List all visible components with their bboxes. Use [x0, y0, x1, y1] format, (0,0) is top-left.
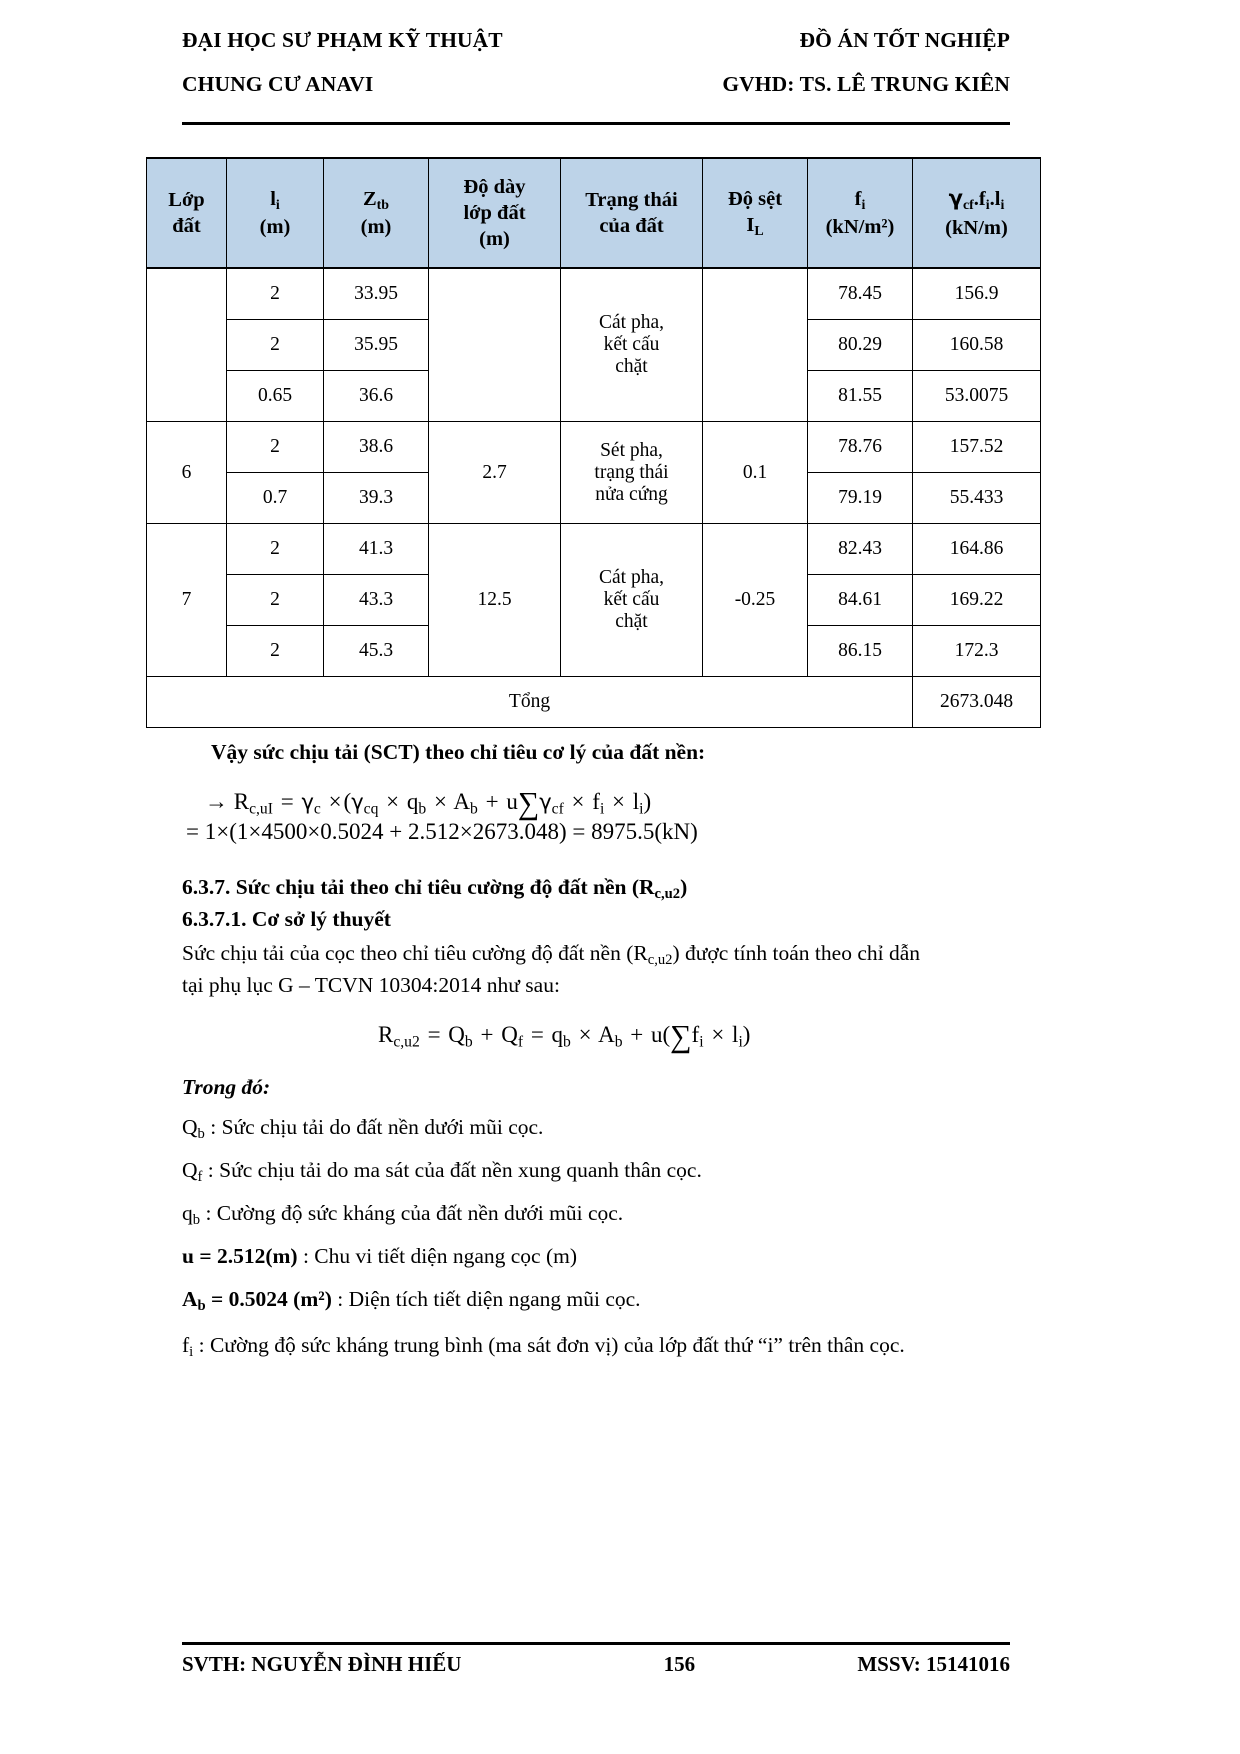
- definition-qb: $Q_b$ : Sức chịu tải do đất nền dưới mũi cọc.: [182, 1115, 544, 1143]
- cell-state: Cát pha, kết cấu chặt: [561, 268, 703, 422]
- total-value: 2673.048: [913, 677, 1041, 728]
- footer-author: SVTH: NGUYỄN ĐÌNH HIẾU: [182, 1652, 462, 1676]
- footer-student-id: MSSV: 15141016: [857, 1652, 1010, 1676]
- total-label: Tổng: [147, 677, 913, 728]
- cell-gamma-fi-li: 172.3: [913, 626, 1041, 677]
- formula-rc-u1-result: = 1×(1×4500×0.5024 + 2.512×2673.048) = 8975.5(kN): [186, 819, 698, 844]
- cell-fi: 80.29: [808, 320, 913, 371]
- cell-gamma-fi-li: 53.0075: [913, 371, 1041, 422]
- footer-divider: [182, 1642, 1010, 1645]
- soil-layer-table-wrapper: [146, 157, 1040, 728]
- cell-fi: 86.15: [808, 626, 913, 677]
- cell-li: 2: [227, 626, 324, 677]
- cell-li: 0.7: [227, 473, 324, 524]
- col-header-fi: $f_i$ (kN/m²): [808, 158, 913, 268]
- cell-ztb: 33.95: [324, 268, 429, 320]
- cell-ztb: 43.3: [324, 575, 429, 626]
- cell-li: 0.65: [227, 371, 324, 422]
- university-name: ĐẠI HỌC SƯ PHẠM KỸ THUẬT: [182, 28, 503, 52]
- cell-il: [703, 268, 808, 422]
- cell-fi: 81.55: [808, 371, 913, 422]
- intro-paragraph-line2: tại phụ lục G – TCVN 10304:2014 như sau:: [182, 973, 560, 997]
- cell-fi: 82.43: [808, 524, 913, 575]
- definition-ab: $A_b = 0.5024$ (m²) : Diện tích tiết diện ngang mũi cọc.: [182, 1287, 641, 1315]
- definition-qf: $Q_f$ : Sức chịu tải do ma sát của đất nền xung quanh thân cọc.: [182, 1158, 702, 1186]
- table-row: [147, 422, 1041, 473]
- definition-fi: $f_i$ : Cường độ sức kháng trung bình (ma sát đơn vị) của lớp đất thứ “i” trên thân cọc.: [182, 1333, 905, 1361]
- cell-il: -0.25: [703, 524, 808, 677]
- cell-state: Cát pha, kết cấu chặt: [561, 524, 703, 677]
- cell-li: 2: [227, 422, 324, 473]
- cell-ztb: 41.3: [324, 524, 429, 575]
- cell-ztb: 36.6: [324, 371, 429, 422]
- cell-gamma-fi-li: 156.9: [913, 268, 1041, 320]
- cell-fi: 84.61: [808, 575, 913, 626]
- page-header: [182, 28, 1010, 116]
- formula-rc-u1: → $R_{c,uI} = \gamma_c \times(\gamma_{cq} \times q_b \times A_b + u\sum\gamma_{cf} \times f_i \times l_i)$: [205, 782, 651, 826]
- header-row-2: [182, 72, 1010, 97]
- cell-li: 2: [227, 268, 324, 320]
- cell-li: 2: [227, 575, 324, 626]
- cell-il: 0.1: [703, 422, 808, 524]
- cell-thickness: 2.7: [429, 422, 561, 524]
- table-total-row: [147, 677, 1041, 728]
- cell-li: 2: [227, 524, 324, 575]
- cell-ztb: 45.3: [324, 626, 429, 677]
- project-name: CHUNG CƯ ANAVI: [182, 72, 374, 96]
- subsection-heading-6371: 6.3.7.1. Cơ sở lý thuyết: [182, 907, 391, 931]
- table-header-row: [147, 158, 1041, 268]
- advisor-name: GVHD: TS. LÊ TRUNG KIÊN: [722, 72, 1010, 96]
- footer-page-number: 156: [663, 1652, 696, 1676]
- sct-heading: Vậy sức chịu tải (SCT) theo chỉ tiêu cơ lý của đất nền:: [211, 740, 706, 764]
- definition-qb-strength: $q_b$ : Cường độ sức kháng của đất nền dưới mũi cọc.: [182, 1201, 624, 1229]
- summation-icon: ∑: [517, 786, 540, 821]
- thesis-label: ĐỒ ÁN TỐT NGHIỆP: [799, 28, 1010, 52]
- trong-do-label: Trong đó:: [182, 1075, 271, 1099]
- cell-ztb: 39.3: [324, 473, 429, 524]
- cell-layer: [147, 268, 227, 422]
- cell-gamma-fi-li: 169.22: [913, 575, 1041, 626]
- cell-thickness: [429, 268, 561, 422]
- cell-fi: 79.19: [808, 473, 913, 524]
- cell-ztb: 38.6: [324, 422, 429, 473]
- table-row: [147, 268, 1041, 320]
- cell-layer: 6: [147, 422, 227, 524]
- header-row-1: [182, 28, 1010, 53]
- cell-state: Sét pha, trạng thái nửa cứng: [561, 422, 703, 524]
- formula-rc-u2: $R_{c,u2} = Q_b + Q_f = q_b \times A_b + u(\sum f_i \times l_i)$: [378, 1015, 750, 1059]
- header-divider: [182, 122, 1010, 125]
- cell-gamma-fi-li: 55.433: [913, 473, 1041, 524]
- summation-icon: ∑: [670, 1019, 692, 1054]
- cell-li: 2: [227, 320, 324, 371]
- col-header-layer: Lớp đất: [147, 158, 227, 268]
- col-header-il: Độ sệt $I_L$: [703, 158, 808, 268]
- cell-ztb: 35.95: [324, 320, 429, 371]
- formula-arrow: →: [205, 789, 228, 814]
- col-header-state: Trạng thái của đất: [561, 158, 703, 268]
- section-heading-637: 6.3.7. Sức chịu tải theo chỉ tiêu cường độ đất nền $(R_{c,u2})$: [182, 875, 688, 903]
- cell-fi: 78.76: [808, 422, 913, 473]
- table-body: [147, 268, 1041, 728]
- col-header-li: $l_i$ (m): [227, 158, 324, 268]
- cell-gamma-fi-li: 164.86: [913, 524, 1041, 575]
- table-row: [147, 524, 1041, 575]
- page-footer: [182, 1652, 1010, 1677]
- intro-paragraph-line1: Sức chịu tải của cọc theo chỉ tiêu cường độ đất nền $(R_{c,u2})$ được tính toán theo chỉ dẫn: [182, 941, 920, 969]
- col-header-thickness: Độ dày lớp đất (m): [429, 158, 561, 268]
- cell-fi: 78.45: [808, 268, 913, 320]
- cell-gamma-fi-li: 157.52: [913, 422, 1041, 473]
- definition-u: u = 2.512(m) : Chu vi tiết diện ngang cọc (m): [182, 1244, 577, 1268]
- cell-layer: 7: [147, 524, 227, 677]
- soil-layer-table: [146, 157, 1041, 728]
- cell-thickness: 12.5: [429, 524, 561, 677]
- col-header-gamma-fi-li: $\gamma_{cf}.f_i.l_i$ (kN/m): [913, 158, 1041, 268]
- col-header-ztb: $Z_{tb}$ (m): [324, 158, 429, 268]
- cell-gamma-fi-li: 160.58: [913, 320, 1041, 371]
